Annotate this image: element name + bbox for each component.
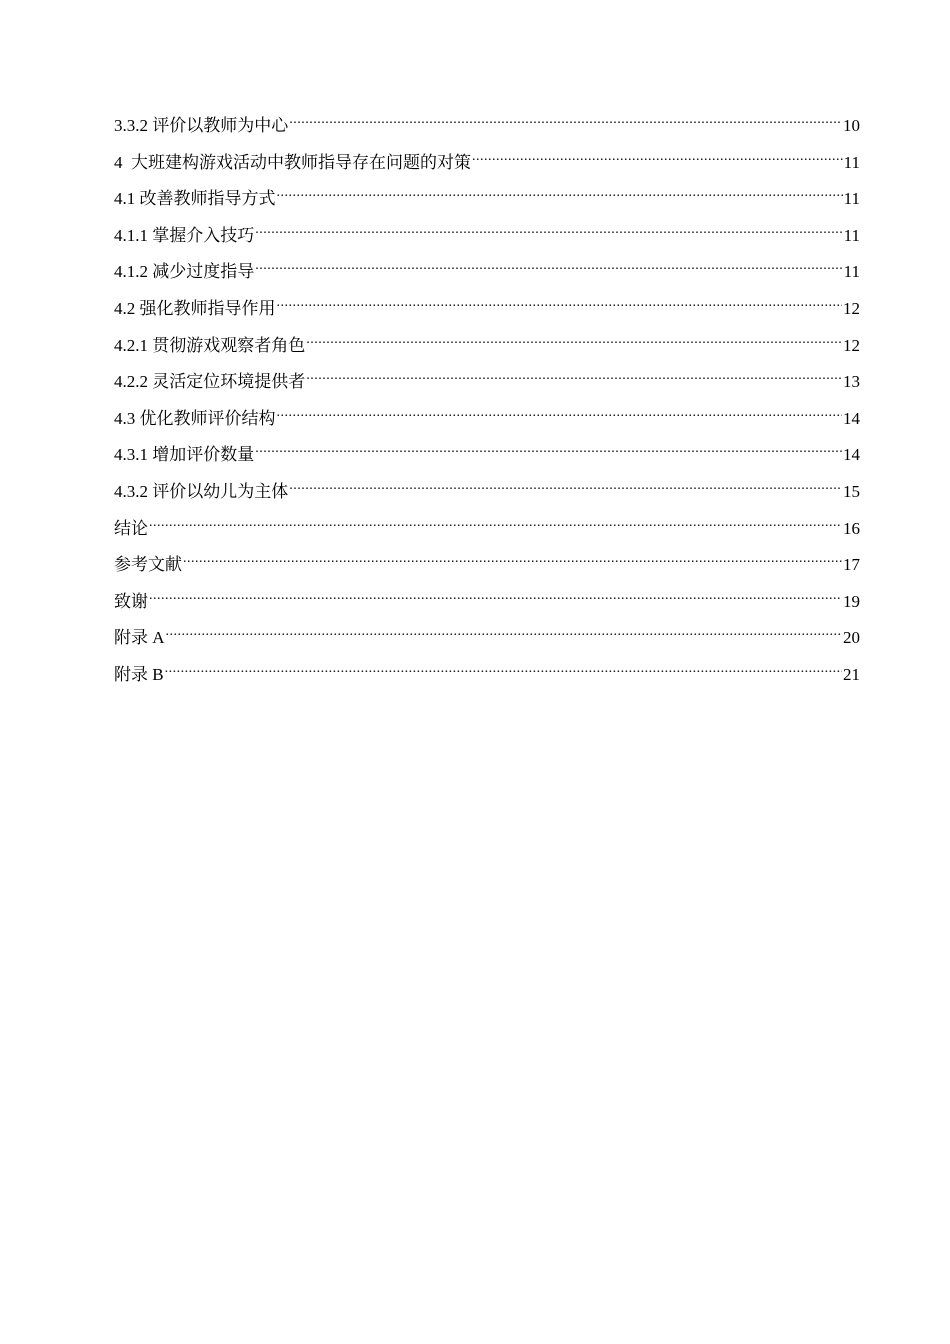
toc-entry[interactable] [114, 258, 860, 295]
toc-dot-leader [277, 187, 843, 204]
toc-entry[interactable] [114, 368, 860, 405]
toc-dot-leader [255, 260, 842, 277]
table-of-contents [114, 112, 860, 698]
toc-dot-leader [277, 407, 843, 424]
toc-entry-label: 4.2 强化教师指导作用 [114, 298, 276, 318]
toc-entry-label: 3.3.2 评价以教师为中心 [114, 116, 289, 135]
toc-dot-leader [277, 297, 843, 314]
toc-entry-page: 17 [843, 555, 860, 575]
toc-entry[interactable] [114, 149, 860, 186]
toc-dot-leader [149, 517, 842, 534]
toc-entry[interactable] [114, 661, 860, 698]
toc-entry[interactable] [114, 441, 860, 478]
toc-entry-page: 11 [843, 262, 860, 282]
toc-entry-label: 4.1 改善教师指导方式 [114, 189, 276, 209]
toc-entry-page: 19 [843, 591, 860, 611]
toc-entry-label: 4 大班建构游戏活动中教师指导存在问题的对策 [114, 152, 471, 172]
toc-dot-leader [255, 224, 842, 241]
toc-dot-leader [165, 663, 842, 680]
toc-entry-page: 16 [843, 518, 860, 538]
toc-entry-label: 4.3.1 增加评价数量 [114, 445, 255, 465]
toc-entry-label: 4.1.2 减少过度指导 [114, 262, 255, 282]
toc-entry-page: 12 [843, 298, 860, 318]
toc-entry[interactable] [114, 295, 860, 332]
toc-dot-leader [183, 553, 842, 570]
toc-entry-page: 13 [843, 372, 860, 392]
toc-entry-label: 4.3 优化教师评价结构 [114, 408, 276, 428]
toc-dot-leader [255, 443, 842, 460]
toc-entry[interactable] [114, 478, 860, 515]
toc-entry[interactable] [114, 332, 860, 369]
toc-entry-page: 10 [843, 116, 860, 135]
toc-entry[interactable] [114, 185, 860, 222]
toc-entry-label: 4.3.2 评价以幼儿为主体 [114, 481, 289, 501]
toc-entry-page: 11 [843, 152, 860, 172]
toc-entry-label: 4.2.2 灵活定位环境提供者 [114, 372, 306, 392]
toc-dot-leader [472, 151, 843, 168]
toc-entry[interactable] [114, 515, 860, 552]
toc-entry-page: 20 [843, 628, 860, 648]
toc-entry-label: 附录 B [114, 664, 164, 684]
toc-dot-leader [306, 334, 842, 351]
toc-entry-label: 结论 [114, 518, 148, 538]
toc-entry-page: 11 [843, 189, 860, 209]
toc-dot-leader [149, 590, 842, 607]
toc-entry-label: 4.1.1 掌握介入技巧 [114, 225, 255, 245]
toc-entry-page: 14 [843, 408, 860, 428]
toc-entry[interactable] [114, 624, 860, 661]
toc-entry-page: 15 [843, 481, 860, 501]
toc-dot-leader [289, 114, 842, 131]
toc-dot-leader [289, 480, 842, 497]
toc-entry-page: 14 [843, 445, 860, 465]
toc-entry-label: 4.2.1 贯彻游戏观察者角色 [114, 335, 306, 355]
toc-entry-label: 附录 A [114, 628, 165, 648]
toc-entry[interactable] [114, 112, 860, 149]
toc-entry-label: 致谢 [114, 591, 148, 611]
toc-entry[interactable] [114, 551, 860, 588]
toc-entry[interactable] [114, 405, 860, 442]
toc-dot-leader [306, 370, 842, 387]
toc-entry-page: 21 [843, 664, 860, 684]
toc-entry-page: 12 [843, 335, 860, 355]
toc-entry[interactable] [114, 222, 860, 259]
toc-entry[interactable] [114, 588, 860, 625]
toc-entry-label: 参考文献 [114, 555, 182, 575]
toc-entry-page: 11 [843, 225, 860, 245]
toc-dot-leader [166, 626, 842, 643]
